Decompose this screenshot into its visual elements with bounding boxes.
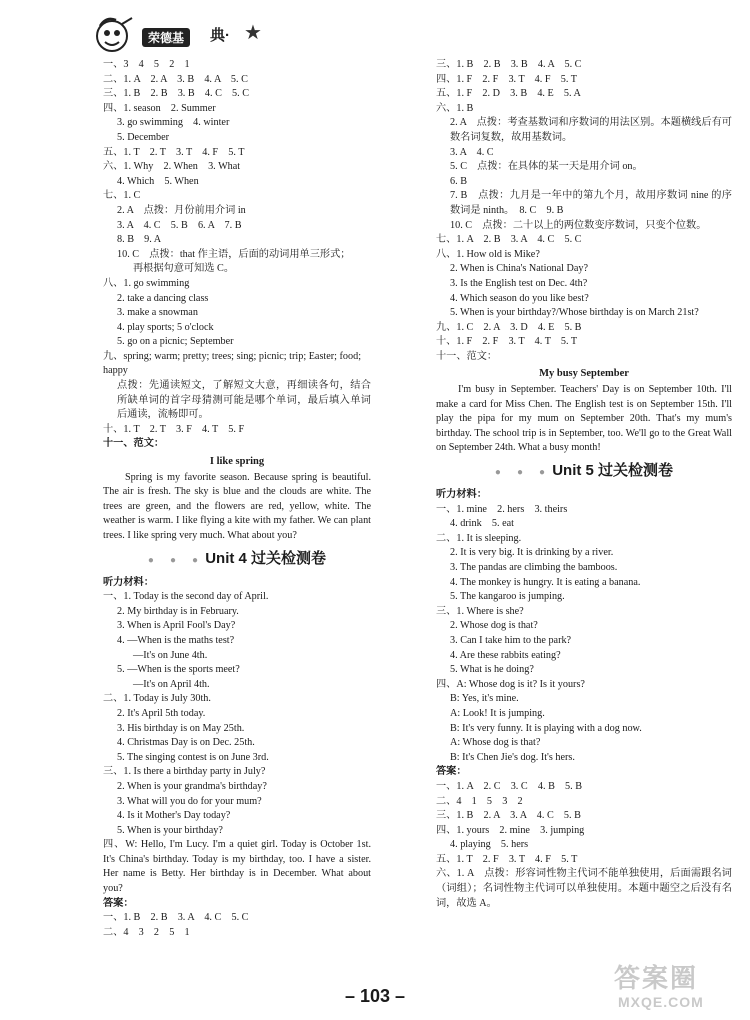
answer-line: 3. The pandas are climbing the bamboos. <box>450 562 618 573</box>
answer-line: 七、1. A 2. B 3. A 4. C 5. C <box>436 234 582 246</box>
answer-line: 一、1. Today is the second day of April. <box>103 591 269 603</box>
answer-q9: 九、spring; warm; pretty; trees; sing; picnic; trip; Easter; food; happy <box>103 350 362 377</box>
unit4-answer-list <box>103 911 371 940</box>
answer-line: 再根据句意可知选 C。 <box>133 263 235 275</box>
heading-dots: ● ● ● <box>494 467 549 479</box>
answer-line: 4. —When is the maths test? <box>117 634 235 646</box>
answer-q8-5: 5. When is your birthday?/Whose birthday is on March 21st? <box>450 307 699 319</box>
answer-line: 10. C 点拨：that 作主语，后面的动词用单三形式； <box>117 248 351 260</box>
answer-line: 2. It's April 5th today. <box>117 707 206 719</box>
answer-q11-label: 十一、范文： <box>103 438 165 450</box>
answer-line: A: Look! It is jumping. <box>450 707 545 719</box>
unit4-title: Unit 4 过关检测卷 <box>205 549 327 567</box>
answer-q9-tip: 点拨：先通读短文，了解短文大意，再细读各句，结合所缺单词的首字母猜测可能是哪个单词，最后填入单词后通读，流畅即可。 <box>117 380 371 421</box>
listen-label: 听力材料： <box>103 576 154 588</box>
answer-line: 2. When is your grandma's birthday? <box>117 780 267 792</box>
answer-line: 七、1. C <box>103 190 141 202</box>
answer-line: 4. drink 5. eat <box>450 518 514 530</box>
answer-line: 2. Whose dog is that? <box>450 620 538 632</box>
answer-line: 二、4 3 2 5 1 <box>103 926 190 938</box>
answer-line: 8. B 9. A <box>117 234 162 246</box>
answer-line: B: It's very funny. It is playing with a dog now. <box>450 722 642 734</box>
answer-line: 三、1. B 2. A 3. A 4. C 5. B <box>436 810 581 822</box>
essay-title: I like spring <box>209 456 265 468</box>
answer-line: 四、1. yours 2. mine 3. jumping <box>436 824 585 836</box>
answer-line: 5. The kangaroo is jumping. <box>450 591 565 603</box>
answer-line: 5. The singing contest is on June 3rd. <box>117 751 269 763</box>
answer-q6-3: 3. A 4. C <box>450 146 494 158</box>
answer-line: 4. The monkey is hungry. It is eating a banana. <box>450 576 641 588</box>
answer-line: 二、1. It is sleeping. <box>436 532 522 544</box>
answer-line: 4. Christmas Day is on Dec. 25th. <box>117 737 255 749</box>
answer-line: 二、1. Today is July 30th. <box>103 693 211 705</box>
watermark-text: 答案圈 <box>614 963 699 993</box>
answer-line: 2. It is very big. It is drinking by a river. <box>450 547 614 559</box>
answer-line: 4. Which season do you like best? <box>450 292 589 304</box>
essay-body: I'm busy in September. Teachers' Day is on September 10th. I'll make a card for Miss Chen. The English test is on September 15th. I'll play the pipa for my mum on September 20th. That's my mum's birthday. The school trip is in September, too. We'll go to the Great Wall on September 24th. What a busy month! <box>436 384 732 454</box>
answer-line: 五、1. T 2. T 3. T 4. F 5. T <box>103 146 245 158</box>
answer-line: 二、4 1 5 3 2 <box>436 795 523 807</box>
unit5-answer-list <box>436 780 732 868</box>
answer-line: 四、A: Whose dog is it? Is it yours? <box>436 678 585 690</box>
answer-line: 4. play sports; 5 o'clock <box>117 321 214 333</box>
answer-line: 2. When is China's National Day? <box>450 263 589 275</box>
unit5-title: Unit 5 过关检测卷 <box>552 462 674 480</box>
answer-line: 3. A 4. C 5. B 6. A 7. B <box>117 219 242 231</box>
answer-line: 十一、范文： <box>436 350 498 362</box>
answer-line: 2. A 点拨：月份前用介词 in <box>117 204 246 216</box>
answer-q6-2: 2. A 点拨：考查基数词和序数词的用法区别。本题横线后有可数名词复数，故用基数词。 <box>450 117 732 143</box>
answer-line: 5. go on a picnic; September <box>117 336 234 348</box>
answer-line: 5. When is your birthday? <box>117 824 223 836</box>
answer-line: 4. Are these rabbits eating? <box>450 649 561 661</box>
right-column <box>436 58 732 911</box>
answer-q6-10: 10. C 点拨：二十以上的两位数变序数词，只变个位数。 <box>450 219 707 231</box>
answer-line: 4. Is it Mother's Day today? <box>117 810 231 822</box>
answer-line: 5. —When is the sports meet? <box>117 664 240 676</box>
answer-line: 一、3 4 5 2 1 <box>103 59 190 70</box>
answer-line: B: It's Chen Jie's dog. It's hers. <box>450 751 575 763</box>
essay-body: Spring is my favorite season. Because spring is beautiful. The air is fresh. The sky is blue and the clouds are white. The trees are green, and the flowers are red, yellow, white. The weather is warm. I like flying a kite with my father. We can plant trees. I like spring very much. What about you? <box>103 471 371 541</box>
answer-line: 八、1. How old is Mike? <box>436 248 540 260</box>
answer-line: 3. make a snowman <box>117 307 198 319</box>
unit4-listening-list <box>103 590 371 838</box>
answer-line: 一、1. mine 2. hers 3. theirs <box>436 503 568 515</box>
answer-line: 四、1. F 2. F 3. T 4. F 5. T <box>436 73 577 85</box>
brand-name: 荣德基 <box>142 28 190 47</box>
answer-line: 3. His birthday is on May 25th. <box>117 722 245 734</box>
heading-dots: ● ● ● <box>147 554 202 566</box>
answer-label: 答案： <box>103 897 134 909</box>
answer-line: 六、1. Why 2. When 3. What <box>103 161 241 173</box>
answer-line: —It's on April 4th. <box>133 678 210 690</box>
answer-q6-6: 6. B <box>450 175 467 187</box>
answer-line: 三、1. Where is she? <box>436 605 524 617</box>
answer-line: 5. What is he doing? <box>450 664 534 676</box>
answer-line: 3. What will you do for your mum? <box>117 795 262 807</box>
unit4-answers-continued <box>436 58 732 116</box>
answer-line: 3. When is April Fool's Day? <box>117 620 236 632</box>
answer-line: 三、1. B 2. B 3. B 4. C 5. C <box>103 88 250 100</box>
answer-line: 3. Can I take him to the park? <box>450 634 572 646</box>
answer-q6-tip: 六、1. A 点拨：形容词性物主代词不能单独使用，后面需跟名词（词组）；名词性物主代词可以单独使用。本题中题空之后没有名词，故选 A。 <box>436 868 732 909</box>
answer-line: 一、1. B 2. B 3. A 4. C 5. C <box>103 912 249 924</box>
listen-label: 听力材料： <box>436 489 487 501</box>
mascot-icon <box>92 14 138 60</box>
answer-line: 3. Is the English test on Dec. 4th? <box>450 277 588 289</box>
answer-line: 三、1. B 2. B 3. B 4. A 5. C <box>436 59 582 70</box>
star-icon: ★ <box>244 20 262 44</box>
unit4-answers-q7-q8 <box>436 233 732 306</box>
listening-q4-paragraph: 四、W: Hello, I'm Lucy. I'm a quiet girl. Today is October 1st. It's China's birthday. Today is my birthday, too. I have a sister. Her name is Betty. Her birthday is in December. What about you? <box>103 839 371 895</box>
answer-line: 四、1. season 2. Summer <box>103 102 216 114</box>
answer-line: 九、1. C 2. A 3. D 4. E 5. B <box>436 321 582 333</box>
unit5-heading <box>436 460 732 484</box>
answer-line: 五、1. F 2. D 3. B 4. E 5. A <box>436 88 581 100</box>
answer-line: —It's on June 4th. <box>133 649 208 661</box>
essay-title: My busy September <box>539 368 629 380</box>
answer-line: 十、1. F 2. F 3. T 4. T 5. T <box>436 336 578 348</box>
left-column <box>103 58 371 940</box>
answer-line: 六、1. B <box>436 102 474 114</box>
unit5-listening-list <box>436 503 732 766</box>
answer-line: 4. playing 5. hers <box>450 839 529 851</box>
answer-line: 三、1. Is there a birthday party in July? <box>103 766 266 778</box>
answer-q6-5: 5. C 点拨：在具体的某一天是用介词 on。 <box>450 161 643 173</box>
answer-line: 八、1. go swimming <box>103 277 190 289</box>
answer-line: A: Whose dog is that? <box>450 737 541 749</box>
answer-line: 2. take a dancing class <box>117 292 209 304</box>
answer-line: B: Yes, it's mine. <box>450 693 519 705</box>
answer-q6-7: 7. B 点拨：九月是一年中的第九个月，故用序数词 nine 的序数词是 ninth。 8. C 9. B <box>450 190 732 216</box>
publisher-logo <box>92 14 282 60</box>
unit4-heading <box>103 548 371 572</box>
watermark <box>600 958 740 1016</box>
answer-line: 二、1. A 2. A 3. B 4. A 5. C <box>103 73 248 85</box>
answer-line: 5. December <box>117 131 170 143</box>
watermark-url: MXQE.COM <box>618 994 704 1010</box>
answer-line: 3. go swimming 4. winter <box>117 117 230 129</box>
answer-q10: 十、1. T 2. T 3. F 4. T 5. F <box>103 423 245 435</box>
answer-line: 2. My birthday is in February. <box>117 605 239 617</box>
brand-series: 典· <box>210 27 230 44</box>
answer-line: 一、1. A 2. C 3. C 4. B 5. B <box>436 780 583 792</box>
answer-label: 答案： <box>436 766 467 778</box>
answer-line: 五、1. T 2. F 3. T 4. F 5. T <box>436 853 578 865</box>
page-number: – 103 – <box>344 986 406 1006</box>
answer-line: 4. Which 5. When <box>117 175 199 187</box>
unit3-answer-list <box>103 58 371 350</box>
unit4-answers-q9-q11 <box>436 321 732 365</box>
